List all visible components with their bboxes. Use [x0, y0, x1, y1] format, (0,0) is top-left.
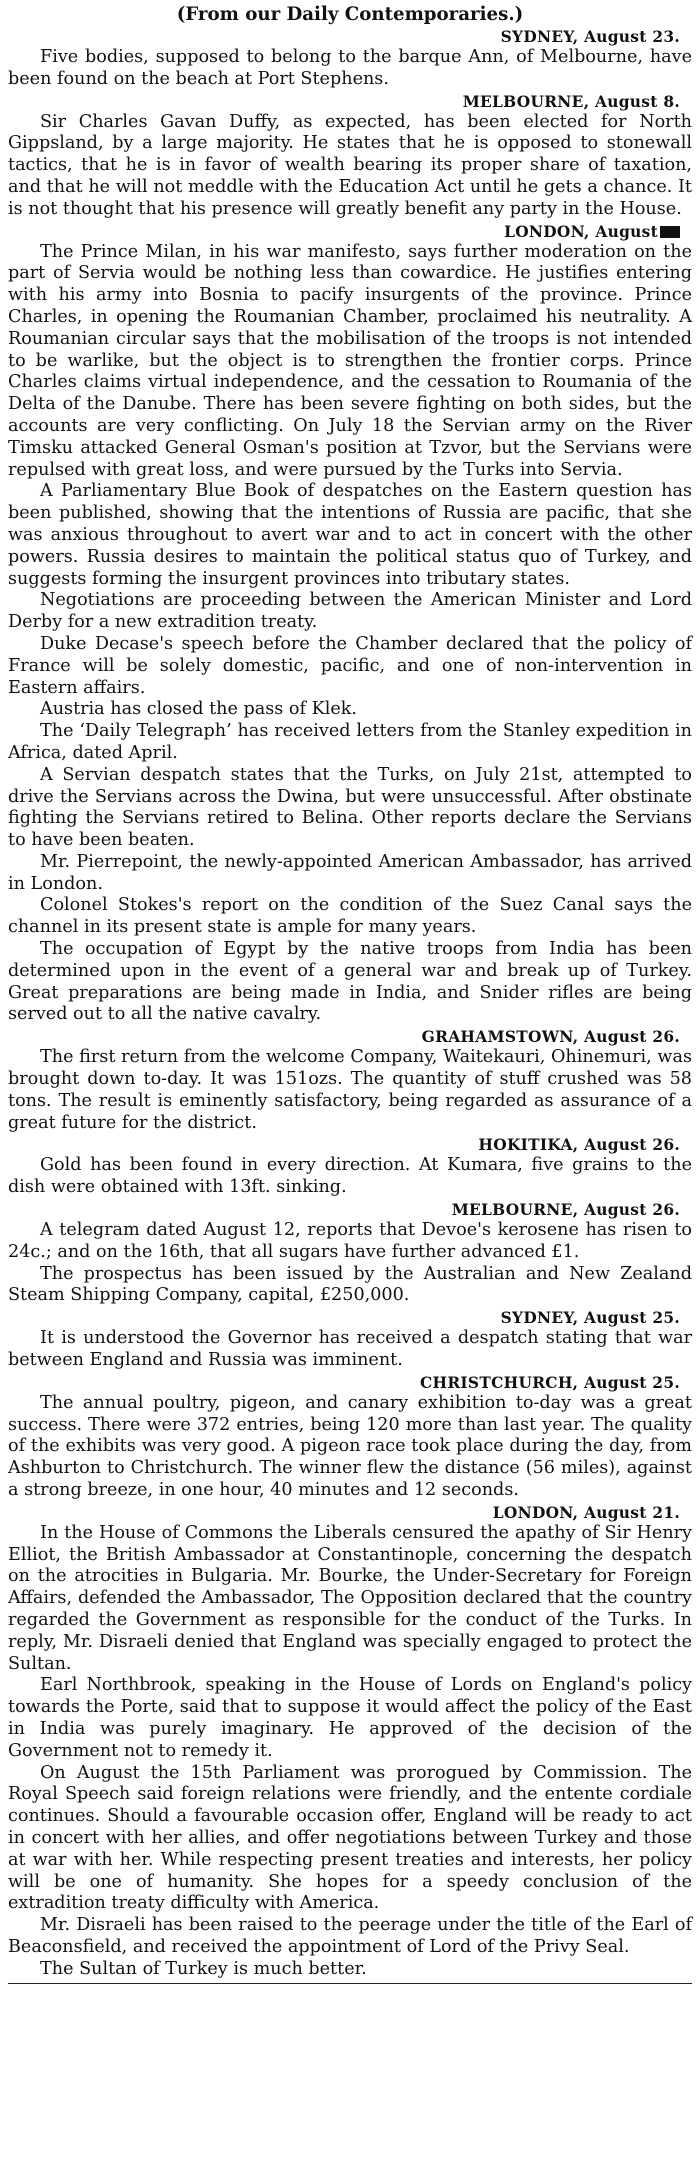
news-section — [8, 1373, 692, 1502]
dateline-text: SYDNEY, August 23. — [500, 28, 680, 46]
news-paragraph: Five bodies, supposed to belong to the barque Ann, of Melbourne, have been found on the beach at Port Stephens. — [8, 47, 692, 89]
smudged-date-mark — [660, 226, 680, 238]
news-paragraph: The Prince Milan, in his war manifesto, says further moderation on the part of Servia would be nothing less than cowardice. He justifies entering with his army into Bosnia to pacify insurgents of the province. Prince Charles, in opening the Roumanian Chamber, proclaimed his neutrality. A Roumanian circular says that the mobilisation of the troops is not intended to be warlike, but the object is to strengthen the frontier corps. Prince Charles claims virtual independence, and the cessation to Roumania of the Delta of the Danube. There has been severe fighting on both sides, but the accounts are very conflicting. On July 18 the Servian army on the River Timsku attacked General Osman's position at Tzvor, but the Servians were repulsed with great loss, and were pursued by the Turks into Servia. — [8, 241, 692, 480]
dateline-text: LONDON, August 21. — [492, 1503, 680, 1522]
dateline — [8, 222, 680, 242]
dateline — [8, 92, 680, 112]
news-paragraph: The prospectus has been issued by the Australian and New Zealand Steam Shipping Company, capital, £250,000. — [8, 1263, 692, 1306]
dateline-text: LONDON, August — [504, 222, 658, 241]
column-header: (From our Daily Contemporaries.) — [176, 4, 524, 25]
dateline-text: CHRISTCHURCH, August 25. — [419, 1373, 680, 1392]
news-paragraph: Negotiations are proceeding between the American Minister and Lord Derby for a new extradition treaty. — [8, 590, 692, 633]
news-paragraph: In the House of Commons the Liberals censured the apathy of Sir Henry Elliot, the British Ambassador at Constantinople, concerning the despatch on the atrocities in Bulgaria. Mr. Bourke, the Under-Secretary for Foreign Affairs, defended the Ambassador, The Opposition declared that the country regarded the Government as responsible for the conduct of the Turks. In reply, Mr. Disraeli denied that England was specially engaged to protect the Sultan. — [8, 1522, 692, 1674]
news-section — [8, 27, 692, 91]
news-paragraph: A telegram dated August 12, reports that Devoe's kerosene has risen to 24c.; and on the 16th, that all sugars have further advanced £1. — [8, 1220, 692, 1262]
dateline — [8, 1135, 680, 1155]
news-section — [8, 1027, 692, 1134]
news-paragraph: Colonel Stokes's report on the condition of the Suez Canal says the channel in its present state is ample for many years. — [8, 895, 692, 938]
dateline — [8, 1503, 680, 1523]
dateline — [8, 1373, 680, 1393]
news-section — [8, 1308, 692, 1372]
dateline-text: MELBOURNE, August 26. — [451, 1201, 680, 1220]
news-paragraph: The occupation of Egypt by the native troops from India has been determined upon in the event of a general war and break up of Turkey. Great preparations are being made in India, and Snider rifles are being served out to all the native cavalry. — [8, 939, 692, 1025]
news-paragraph: A Parliamentary Blue Book of despatches on the Eastern question has been published, showing that the intentions of Russia are pacific, that she was anxious throughout to avert war and to act in concert with the other powers. Russia desires to maintain the political status quo of Turkey, and suggests forming the insurgent provinces into tributary states. — [8, 481, 692, 589]
news-paragraph: Earl Northbrook, speaking in the House of Lords on England's policy towards the Porte, said that to suppose it would affect the policy of the East in India was purely imaginary. He approved of the decision of the Government not to remedy it. — [8, 1675, 692, 1761]
news-paragraph: Gold has been found in every direction. At Kumara, five grains to the dish were obtained with 13ft. sinking. — [8, 1155, 692, 1198]
news-paragraph: Sir Charles Gavan Duffy, as expected, has been elected for North Gippsland, by a large majority. He states that he is opposed to stonewall tactics, that he is in favor of wealth bearing its proper share of taxation, and that he will not meddle with the Education Act until he gets a chance. It is not thought that his presence will greatly benefit any party in the House. — [8, 111, 692, 219]
dateline-text: GRAHAMSTOWN, August 26. — [421, 1028, 680, 1047]
dateline-text: MELBOURNE, August 8. — [462, 92, 680, 111]
news-paragraph: The annual poultry, pigeon, and canary exhibition to-day was a great success. There were 372 entries, being 120 more than last year. The quality of the exhibits was very good. A pigeon race took place during the day, from Ashburton to Christchurch. The winner flew the distance (56 miles), against a strong breeze, in one hour, 40 minutes and 12 seconds. — [8, 1392, 692, 1501]
news-paragraph: The Sultan of Turkey is much better. — [40, 1958, 367, 1979]
news-section — [8, 1503, 692, 1981]
news-section — [8, 1200, 692, 1307]
dateline — [8, 1027, 680, 1047]
dateline-text: SYDNEY, August 25. — [500, 1309, 680, 1328]
news-sections — [8, 27, 692, 1981]
news-section — [8, 92, 692, 221]
news-paragraph: On August the 15th Parliament was prorogued by Commission. The Royal Speech said foreign relations were friendly, and the entente cordiale continues. Should a favourable occasion offer, England will be ready to act in concert with her allies, and offer negotiations between Turkey and those at war with her. While respecting present treaties and interests, her policy will be one of humanity. She hopes for a speedy conclusion of the extradition treaty difficulty with America. — [8, 1762, 692, 1914]
dateline — [8, 1200, 680, 1220]
dateline — [8, 27, 680, 47]
news-section — [8, 222, 692, 1027]
news-paragraph: The first return from the welcome Company, Waitekauri, Ohinemuri, was brought down to-day. It was 151ozs. The quantity of stuff crushed was 58 tons. The result is eminently satisfactory, being regarded as assurance of a great future for the district. — [8, 1047, 692, 1133]
news-section — [8, 1135, 692, 1199]
dateline — [8, 1308, 680, 1328]
news-paragraph: Austria has closed the pass of Klek. — [40, 699, 358, 720]
news-paragraph: The ‘Daily Telegraph’ has received letters from the Stanley expedition in Africa, dated April. — [8, 721, 692, 763]
bottom-rule — [8, 1983, 692, 1984]
news-paragraph: It is understood the Governor has received a despatch stating that war between England and Russia was imminent. — [8, 1328, 692, 1371]
news-paragraph: Mr. Pierrepoint, the newly-appointed American Ambassador, has arrived in London. — [8, 851, 692, 894]
dateline-text: HOKITIKA, August 26. — [478, 1136, 680, 1155]
news-paragraph: A Servian despatch states that the Turks, on July 21st, attempted to drive the Servians across the Dwina, but were unsuccessful. After obstinate fighting the Servians retired to Belina. Other reports declare the Servians to have been beaten. — [8, 764, 692, 851]
news-paragraph: Mr. Disraeli has been raised to the peerage under the title of the Earl of Beaconsfield, and received the appointment of Lord of the Privy Seal. — [8, 1915, 692, 1957]
news-paragraph: Duke Decase's speech before the Chamber declared that the policy of France will be solely domestic, pacific, and one of non-intervention in Eastern affairs. — [8, 633, 692, 698]
